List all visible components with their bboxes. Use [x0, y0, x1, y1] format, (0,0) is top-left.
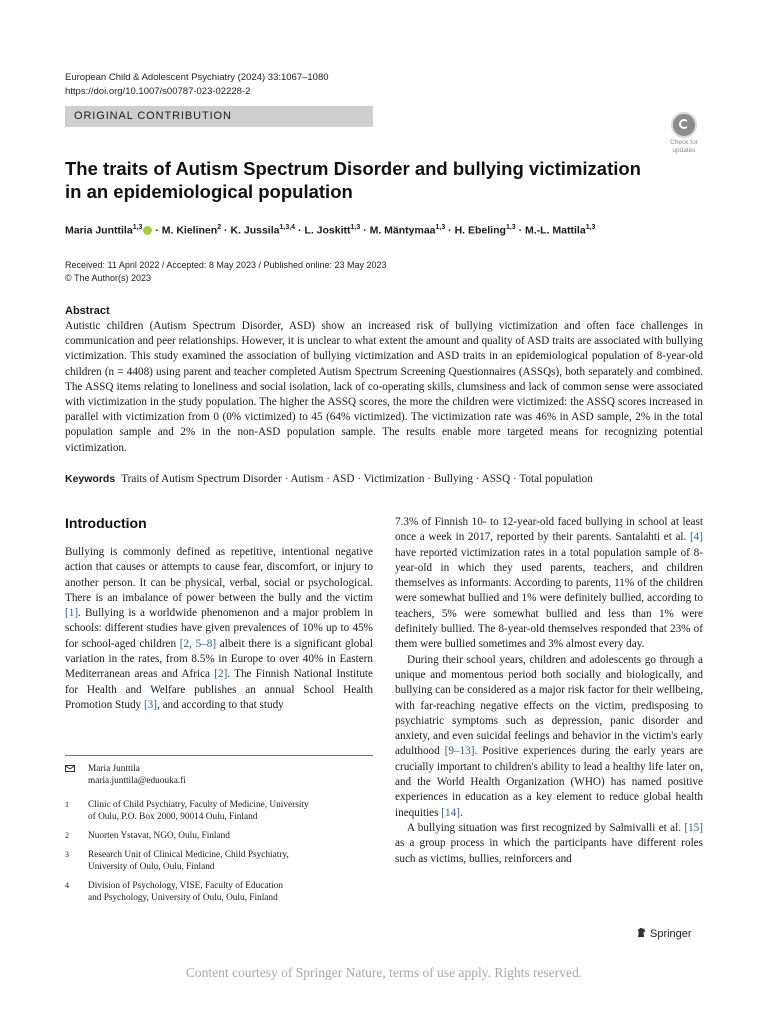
publication-dates [65, 259, 387, 284]
abstract-heading: Abstract [65, 305, 110, 317]
affiliation-number: 3 [65, 850, 69, 859]
intro-paragraph-1 [65, 545, 373, 713]
envelope-icon [65, 765, 75, 772]
courtesy-notice: Content courtesy of Springer Nature, terms of use apply. Rights reserved. [185, 965, 583, 980]
citation-link[interactable]: [4] [689, 531, 703, 544]
intro-paragraph-2 [395, 515, 703, 653]
text-run: 7.3% of Finnish 10- to 12-year-old faced bullying in school at least once a week in 2017, reported by their parents. Santalahti et al. [395, 516, 703, 544]
text-run: albeit there is a significant global variation in the rates, from 8.5% in Europe to over 40% in Eastern Mediterranean areas and Africa [65, 637, 374, 681]
section-label: ORIGINAL CONTRIBUTION [65, 106, 373, 127]
affiliation-number: 4 [65, 881, 69, 890]
intro-paragraph-3 [395, 653, 703, 821]
text-run: A bullying situation was first recognized by Salmivalli et al. [407, 821, 685, 834]
keywords-list: Traits of Autism Spectrum Disorder · Autism · ASD · Victimization · Bullying · ASSQ · Total population [121, 473, 593, 485]
copyright-line: © The Author(s) 2023 [65, 272, 152, 283]
doi-link[interactable]: https://doi.org/10.1007/s00787-023-02228-2 [65, 86, 251, 97]
publisher-logo [636, 927, 692, 940]
citation-link[interactable]: [9–13] [444, 745, 475, 758]
author-list [65, 221, 725, 238]
citation-link[interactable]: [1] [65, 607, 79, 620]
affiliation-number: 1 [65, 800, 69, 809]
journal-citation: European Child & Adolescent Psychiatry (2024) 33:1067–1080 [65, 72, 329, 83]
intro-paragraph-4 [395, 821, 703, 867]
citation-link[interactable]: [15] [684, 821, 703, 834]
author-name[interactable]: Maria Junttila [65, 224, 133, 237]
citation-link[interactable]: [14] [441, 806, 460, 819]
author-affiliation-marker: 1,3 [505, 224, 516, 231]
author-affiliation-marker: 1,3 [435, 224, 446, 231]
text-run: as a group process in which the participants have different roles such as victims, bullies, reinforcers and [395, 837, 703, 865]
text-run: have reported victimization rates in a total population sample of 8-year-old in which they used parents, teachers, and children themselves as informants. According to parents, 11% of the children were somewhat bullied and 1% were definitely bullied, according to teachers, 5% were somewhat bullied and less than 1% were definitely bullied. The 8-year-old themselves responded that 23% of them were bullied sometimes and 3% almost every day. [395, 546, 703, 651]
author-name[interactable]: M. Mäntymaa [369, 224, 436, 237]
keywords-line [65, 472, 705, 487]
author-affiliation-marker: 2 [217, 224, 222, 231]
text-run: , and according to that study [157, 698, 284, 711]
author-separator: · [445, 224, 455, 237]
author-affiliation-marker: 1,3 [585, 224, 596, 231]
springer-horse-icon [636, 927, 647, 938]
title-line-2: in an epidemiological population [65, 181, 353, 202]
dates-line: Received: 11 April 2022 / Accepted: 8 May 2023 / Published online: 23 May 2023 [65, 260, 387, 270]
keywords-label: Keywords [65, 473, 116, 485]
citation-link[interactable]: [2] [214, 668, 228, 681]
corresponding-name: Maria Junttila [88, 764, 140, 774]
check-updates-icon [671, 112, 697, 138]
author-name[interactable]: H. Ebeling [454, 224, 506, 237]
affiliation-text: University of Oulu, Oulu, Finland [88, 862, 215, 872]
author-separator: · [152, 224, 162, 237]
affiliation-item [65, 880, 373, 904]
corresponding-author [65, 763, 373, 787]
affiliation-item [65, 830, 373, 842]
affiliation-list [65, 799, 373, 904]
text-run: . Positive experiences during the early years are crucially important to children's ability to lead a healthy life later on, and the World Health Organization (WHO) has named positive experiences in education as a key element to reduce global health inequities [395, 745, 703, 819]
affiliation-text: Research Unit of Clinical Medicine, Child Psychiatry, [88, 850, 289, 860]
introduction-heading: Introduction [65, 515, 147, 531]
text-run: . [459, 806, 463, 819]
text-run: During their school years, children and adolescents go through a unique and momentous period both socially and biologically, and bullying can be considered as a major risk factor for their wellbeing, with far-reaching negative effects on the victim, predisposing to psychiatric symptoms such as depression, panic disorder and anxiety, and even suicidal feelings and behavior in the victim's early adulthood [395, 653, 703, 758]
author-name[interactable]: L. Joskitt [304, 224, 351, 237]
author-name[interactable]: K. Jussila [230, 224, 280, 237]
check-for-updates-badge[interactable] [664, 112, 704, 154]
journal-header [65, 71, 329, 99]
article-title [65, 157, 665, 203]
check-updates-text-2: updates [672, 147, 696, 154]
author-separator: · [221, 224, 231, 237]
abstract-text: Autistic children (Autism Spectrum Disorder, ASD) show an increased risk of bullying victimization and often face challenges in communication and peer relationships. However, it is unclear to what extent the amount and quality of ASD traits are associated with bullying victimization. This study examined the association of bullying victimization and ASD traits in an epidemiological population of 8-year-old children (n = 4408) using parent and teacher completed Autism Spectrum Screening Questionnaires (ASSQs), both separately and combined. The ASSQ items relating to loneliness and social isolation, lack of co-operating skills, clumsiness and lack of common sense were associated with victimization in the study population. The higher the ASSQ scores, the more the children were victimized: the ASSQ scores increased in parallel with victimization from 0 (0% victimized) to 45 (64% victimized). The victimization rate was 46% in ASD sample, 2% in the total population sample and 2% in the non-ASD population sample. The results enable more targeted means for recognizing potential victimization. [65, 320, 703, 454]
author-name[interactable]: M.-L. Mattila [525, 224, 586, 237]
author-affiliation-marker: 1,3 [132, 224, 143, 231]
text-run: . Bullying is a worldwide phenomenon and a major problem in schools: different studies have given prevalences of 10% up to 45% for school-aged children [65, 607, 373, 650]
affiliation-item [65, 849, 373, 873]
author-separator: · [515, 224, 526, 237]
text-run: . The Finnish National Institute for Health and Welfare publishes an annual School Health Promotion Study [65, 668, 373, 711]
check-updates-text-1: Check for [670, 139, 698, 146]
footnote-divider [65, 755, 373, 756]
author-affiliation-marker: 1,3 [350, 224, 361, 231]
corresponding-email[interactable]: maria.junttila@eduouka.fi [88, 776, 186, 786]
author-separator: · [295, 224, 305, 237]
author-separator: · [360, 224, 370, 237]
title-line-1: The traits of Autism Spectrum Disorder and bullying victimization [65, 158, 641, 179]
affiliation-text: Division of Psychology, VISE, Faculty of Education [88, 881, 283, 891]
affiliation-item [65, 799, 373, 823]
text-run: Bullying is commonly defined as repetitive, intentional negative action that causes or attempts to cause fear, discomfort, or injury to another person. It can be physical, verbal, social or psychological. There is an imbalance of power between the bully and the victim [65, 546, 373, 604]
citation-link[interactable]: [3] [143, 698, 157, 711]
author-affiliation-marker: 1,3,4 [279, 224, 296, 231]
affiliation-text: of Oulu, P.O. Box 2000, 90014 Oulu, Finland [88, 812, 258, 822]
author-name[interactable]: M. Kielinen [161, 224, 218, 237]
citation-link[interactable]: [2, 5–8] [179, 637, 217, 650]
affiliation-number: 2 [65, 831, 69, 840]
publisher-name: Springer [650, 928, 692, 940]
left-column [65, 545, 373, 713]
affiliation-text: Clinic of Child Psychiatry, Faculty of Medicine, University [88, 800, 309, 810]
affiliation-text: Nuorten Ystavat, NGO, Oulu, Finland [88, 831, 230, 841]
affiliation-text: and Psychology, University of Oulu, Oulu, Finland [88, 893, 278, 903]
right-column [395, 515, 703, 867]
footnotes [65, 763, 373, 911]
